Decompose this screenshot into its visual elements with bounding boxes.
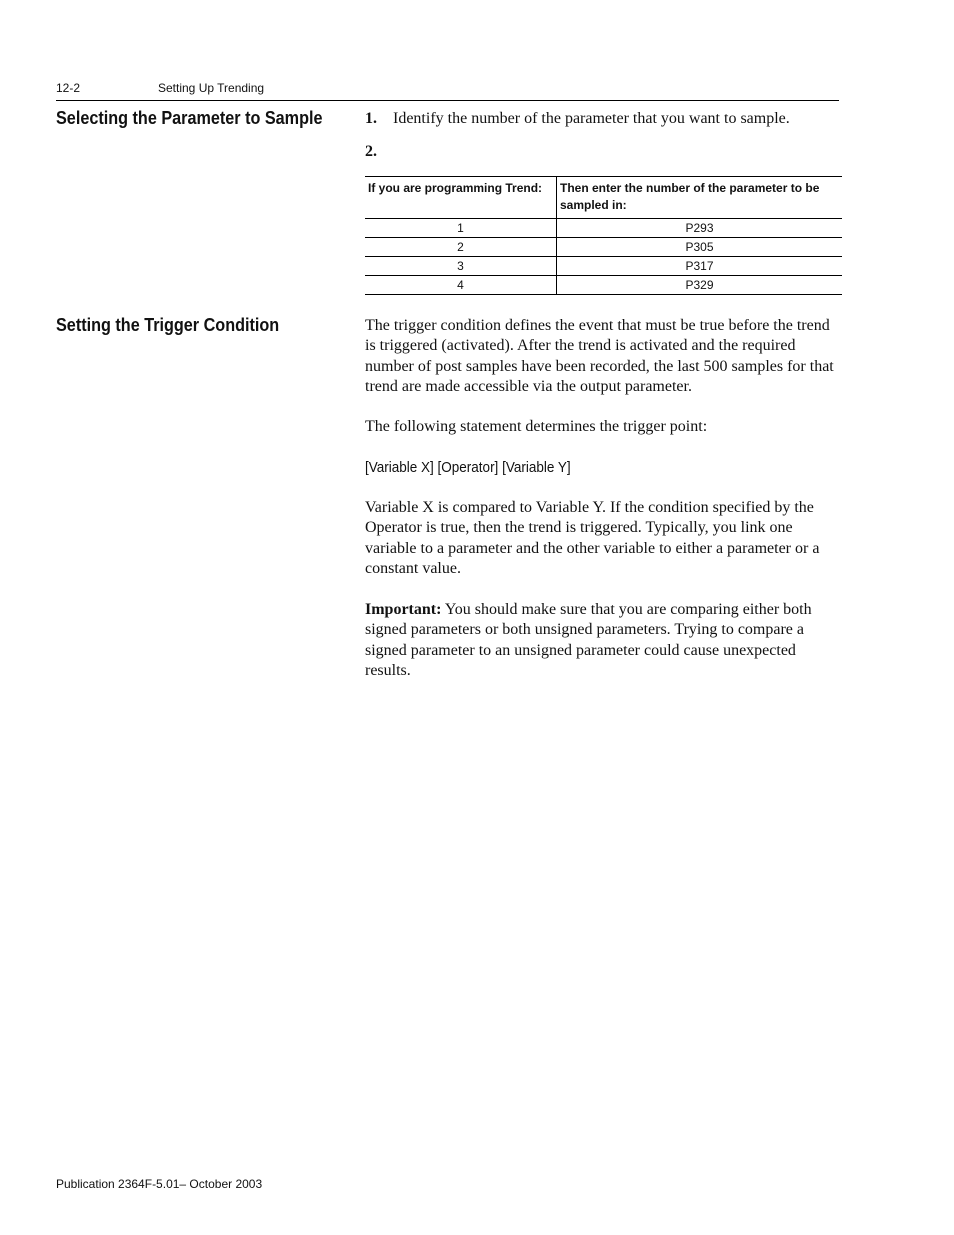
step-1-text: Identify the number of the parameter that you want to sample.: [393, 110, 790, 127]
table-row: [365, 276, 842, 295]
table-row: [365, 219, 842, 238]
table-cell-parameter: P293: [557, 219, 843, 238]
page-header: [56, 81, 839, 101]
chapter-title: Setting Up Trending: [158, 81, 265, 95]
table-cell-trend: 2: [365, 238, 557, 257]
table-cell-trend: 3: [365, 257, 557, 276]
section-heading-trigger-condition: Setting the Trigger Condition: [56, 315, 280, 335]
trigger-statement: [Variable X] [Operator] [Variable Y]: [365, 459, 571, 476]
table-cell-parameter: P317: [557, 257, 843, 276]
table-cell-trend: 4: [365, 276, 557, 295]
important-label: Important:: [365, 601, 442, 618]
table-header-row: [365, 177, 842, 219]
section-heading-selecting-parameter: Selecting the Parameter to Sample: [56, 108, 323, 128]
table-cell-parameter: P329: [557, 276, 843, 295]
trigger-paragraph-1: The trigger condition defines the event that must be true before the trend is triggered (activated). After the trend is activated and the required number of post samples have been recorded, the last 500 samples for that trend are made accessible via the output parameter.: [365, 317, 834, 396]
trigger-paragraph-2: The following statement determines the trigger point:: [365, 418, 708, 435]
step-2-number: 2.: [365, 143, 377, 160]
step-1: [365, 110, 790, 128]
table-cell-parameter: P305: [557, 238, 843, 257]
page-number: 12-2: [56, 81, 81, 95]
table-header-parameter: Then enter the number of the parameter to be sampled in:: [557, 177, 843, 219]
table-header-trend: If you are programming Trend:: [365, 177, 557, 219]
step-2: [365, 143, 393, 161]
important-note: [365, 600, 841, 682]
table-cell-trend: 1: [365, 219, 557, 238]
important-text: You should make sure that you are comparing either both signed parameters or both unsigned parameters. Trying to compare a signed parameter to an unsigned parameter could cause unexpected results.: [365, 601, 812, 680]
trend-parameter-table: [365, 176, 842, 295]
trigger-paragraph-3: Variable X is compared to Variable Y. If the condition specified by the Operator is true, then the trend is triggered. Typically, you link one variable to a parameter and the other variable to either a parameter or a constant value.: [365, 499, 820, 578]
table-row: [365, 238, 842, 257]
page-footer: Publication 2364F-5.01– October 2003: [56, 1177, 263, 1191]
table-row: [365, 257, 842, 276]
step-1-number: 1.: [365, 110, 377, 127]
